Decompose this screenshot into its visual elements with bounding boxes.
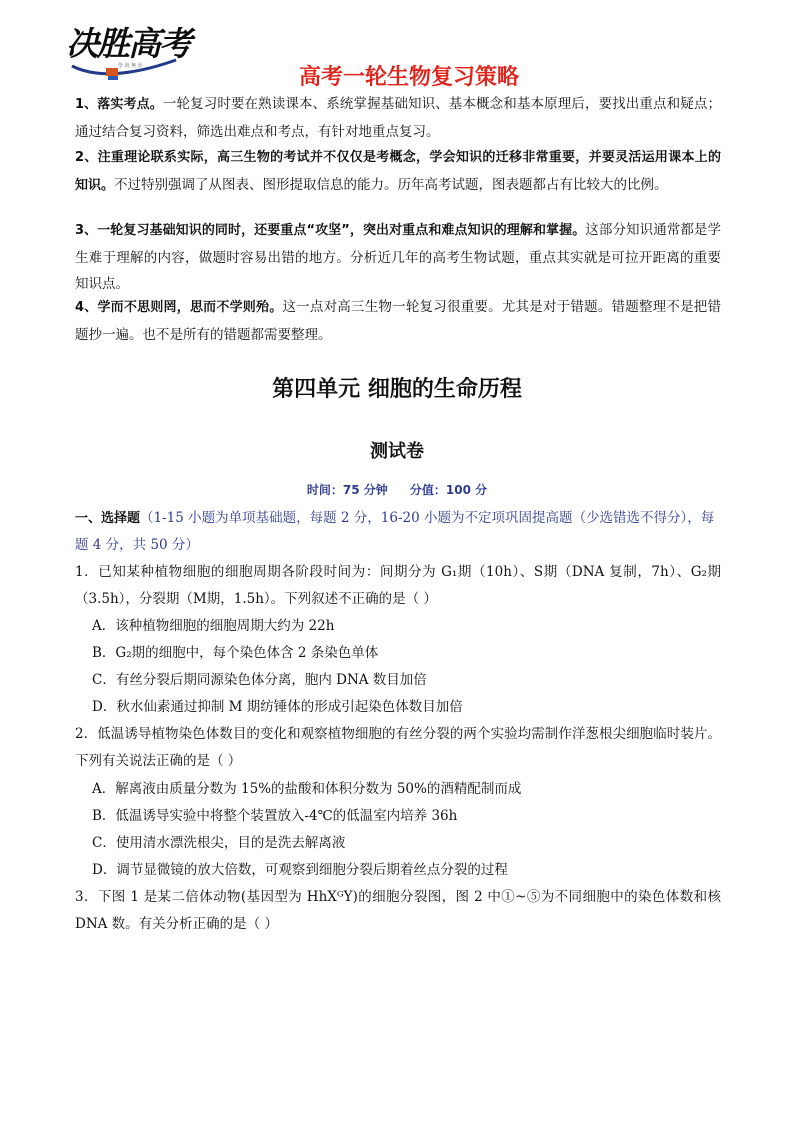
- question-2-stem: 2．低温诱导植物染色体数目的变化和观察植物细胞的有丝分裂的两个实验均需制作洋葱根尖细胞临时装片。下列有关说法正确的是（ ）: [75, 726, 721, 769]
- strategy-item-2: 2、注重理论联系实际，高三生物的考试并不仅仅是考概念，学会知识的迁移非常重要，并要灵活运用课本上的知识。不过特别强调了从图表、图形提取信息的能力。历年高考试题，图表题都占有比较大的比例。: [75, 150, 721, 193]
- strategy-item-4: 4、学而不思则罔，思而不学则殆。这一点对高三生物一轮复习很重要。尤其是对于错题。错题整理不是把错题抄一遍。也不是所有的错题都需要整理。: [75, 299, 722, 343]
- question-2-option-a: A．解离液由质量分数为 15%的盐酸和体积分数为 50%的酒精配制而成: [92, 781, 522, 797]
- question-3-stem: 3．下图 1 是某二倍体动物(基因型为 HhXᴳY)的细胞分裂图，图 2 中①~⑤为不同细胞中的染色体数和核 DNA 数。有关分析正确的是（ ）: [75, 889, 721, 932]
- logo-subtext: 學 海 無 涯: [118, 63, 143, 69]
- score-text: 分值：100 分: [409, 483, 488, 497]
- strategy-item-3: 3、一轮复习基础知识的同时，还要重点“攻坚”，突出对重点和难点知识的理解和掌握。这部分知识通常都是学生难于理解的内容，做题时容易出错的地方。分析近几年的高考生物试题，重点其实就是可拉开距离的重要知识点。: [75, 222, 722, 292]
- section-heading: 一、选择题（1-15 小题为单项基础题，每题 2 分，16-20 小题为不定项巩固提高题（少选错选不得分），每题 4 分，共 50 分）: [75, 510, 715, 553]
- question-1-option-d: D．秋水仙素通过抑制 M 期纺锤体的形成引起染色体数目加倍: [92, 699, 463, 715]
- time-text: 时间：75 分钟: [306, 483, 388, 497]
- strategy-item-1: 1、落实考点。一轮复习时要在熟读课本、系统掌握基础知识、基本概念和基本原理后，要找出重点和疑点；通过结合复习资料，筛选出难点和考点，有针对地重点复习。: [75, 96, 721, 140]
- question-1-option-b: B．G₂期的细胞中，每个染色体含 2 条染色单体: [92, 645, 379, 661]
- unit-title: 第四单元 细胞的生命历程: [272, 377, 522, 402]
- question-2-option-d: D．调节显微镜的放大倍数，可观察到细胞分裂后期着丝点分裂的过程: [92, 862, 508, 878]
- question-1-option-c: C．有丝分裂后期同源染色体分离，胞内 DNA 数目加倍: [92, 672, 427, 688]
- question-2-option-c: C．使用清水漂洗根尖，目的是洗去解离液: [92, 835, 346, 851]
- question-1-stem: 1．已知某种植物细胞的细胞周期各阶段时间为：间期分为 G₁期（10h）、S期（DNA 复制，7h）、G₂期（3.5h），分裂期（M期，1.5h）。下列叙述不正确的是（ ）: [75, 564, 721, 607]
- banner-title: 高考一轮生物复习策略: [298, 65, 519, 90]
- question-2-option-b: B．低温诱导实验中将整个装置放入-4℃的低温室内培养 36h: [92, 808, 458, 824]
- question-1-option-a: A．该种植物细胞的细胞周期大约为 22h: [92, 618, 335, 634]
- time-info: [0, 481, 794, 498]
- logo-text: 决胜高考: [66, 24, 190, 63]
- test-title: 测试卷: [370, 441, 424, 462]
